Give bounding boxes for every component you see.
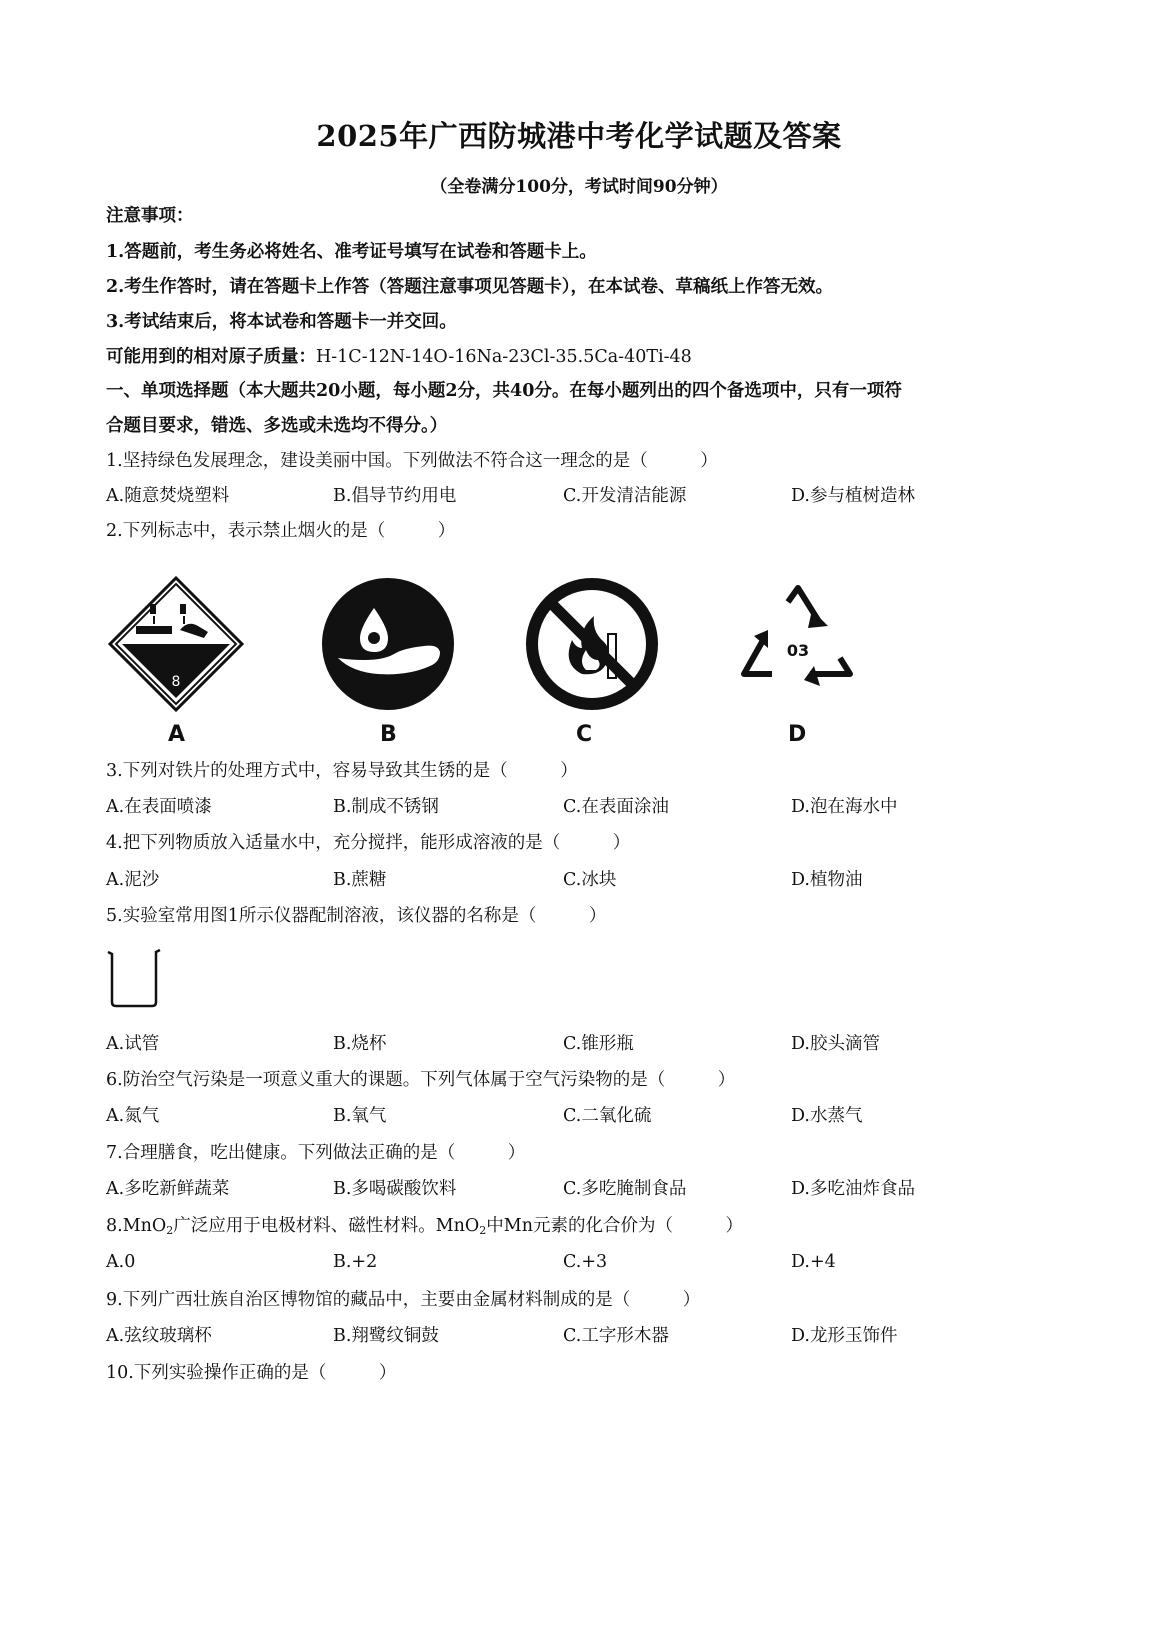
option-c: C.+3 [563,1252,608,1272]
option-d: D.+4 [791,1252,836,1272]
option-b: B.制成不锈钢 [333,797,439,817]
corrosive-code: 8 [171,674,181,690]
sign-label-c: C [576,722,593,747]
question-stem [106,1212,743,1237]
option-a: A.0 [106,1252,136,1272]
subscript: 2 [166,1224,174,1237]
question-stem: 10.下列实验操作正确的是（ ） [106,1363,397,1383]
option-c: C.锥形瓶 [563,1034,634,1054]
option-a: A.在表面喷漆 [106,797,212,817]
notes-item: 3.考试结束后，将本试卷和答题卡一并交回。 [106,312,457,332]
option-c: C.开发清洁能源 [563,486,687,506]
option-c: C.在表面涂油 [563,797,669,817]
atomic-mass-label: 可能用到的相对原子质量： [106,347,316,367]
option-a: A.泥沙 [106,870,160,890]
section-heading: 一、单项选择题（本大题共20小题，每小题2分，共40分。在每小题列出的四个备选项中，只有一项符 [106,381,902,401]
question-stem: 4.把下列物质放入适量水中，充分搅拌，能形成溶液的是（ ） [106,833,631,853]
notes-heading: 注意事项： [106,206,194,226]
page-title: 2025年广西防城港中考化学试题及答案 [316,119,842,153]
question-stem: 3.下列对铁片的处理方式中，容易导致其生锈的是（ ） [106,761,578,781]
black-circle-sign-icon [318,574,458,714]
option-d: D.水蒸气 [791,1106,863,1126]
stem-part: 广泛应用于电极材料、磁性材料。MnO [173,1216,480,1236]
notes-item: 2.考生作答时，请在答题卡上作答（答题注意事项见答题卡），在本试卷、草稿纸上作答无效。 [106,277,834,297]
option-c: C.工字形木器 [563,1326,669,1346]
question-stem: 2.下列标志中，表示禁止烟火的是（ ） [106,521,456,541]
option-d: D.泡在海水中 [791,797,898,817]
option-b: B.蔗糖 [333,870,387,890]
recycle-code: 03 [786,641,810,660]
option-b: B.+2 [333,1252,378,1272]
option-d: D.多吃油炸食品 [791,1179,915,1199]
option-c: C.多吃腌制食品 [563,1179,687,1199]
sign-label-b: B [380,722,397,747]
option-a: A.随意焚烧塑料 [106,486,230,506]
atomic-mass-line [106,343,692,368]
question-stem: 6.防治空气污染是一项意义重大的课题。下列气体属于空气污染物的是（ ） [106,1070,736,1090]
option-b: B.烧杯 [333,1034,387,1054]
option-b: B.翔鹭纹铜鼓 [333,1326,439,1346]
no-fire-sign-icon [522,574,662,714]
option-b: B.多喝碳酸饮料 [333,1179,457,1199]
option-a: A.试管 [106,1034,160,1054]
option-d: D.胶头滴管 [791,1034,880,1054]
option-c: C.冰块 [563,870,617,890]
recycle-sign-icon [728,574,868,714]
sign-label-d: D [788,722,807,747]
option-a: A.多吃新鲜蔬菜 [106,1179,230,1199]
atomic-mass-values: H-1C-12N-14O-16Na-23Cl-35.5Ca-40Ti-48 [316,347,692,367]
option-a: A.氮气 [106,1106,160,1126]
notes-item: 1.答题前，考生务必将姓名、准考证号填写在试卷和答题卡上。 [106,242,597,262]
page-subtitle: （全卷满分100分，考试时间90分钟） [430,177,728,197]
option-a: A.弦纹玻璃杯 [106,1326,212,1346]
sign-label-a: A [168,722,186,747]
question-stem: 1.坚持绿色发展理念，建设美丽中国。下列做法不符合这一理念的是（ ） [106,451,718,471]
option-d: D.参与植树造林 [791,486,915,506]
option-c: C.二氧化硫 [563,1106,652,1126]
option-b: B.倡导节约用电 [333,486,457,506]
section-heading-cont: 合题目要求，错选、多选或未选均不得分。） [106,416,448,436]
option-b: B.氧气 [333,1106,387,1126]
question-stem: 5.实验室常用图1所示仪器配制溶液，该仪器的名称是（ ） [106,906,607,926]
beaker-icon [106,948,162,1008]
question-stem: 7.合理膳食，吃出健康。下列做法正确的是（ ） [106,1143,526,1163]
corrosive-sign-icon [106,574,246,714]
question-stem: 9.下列广西壮族自治区博物馆的藏品中，主要由金属材料制成的是（ ） [106,1290,701,1310]
stem-part: 中Mn元素的化合价为（ ） [486,1216,743,1236]
stem-part: 8.MnO [106,1216,167,1236]
option-d: D.植物油 [791,870,863,890]
option-d: D.龙形玉饰件 [791,1326,898,1346]
subscript: 2 [479,1224,487,1237]
